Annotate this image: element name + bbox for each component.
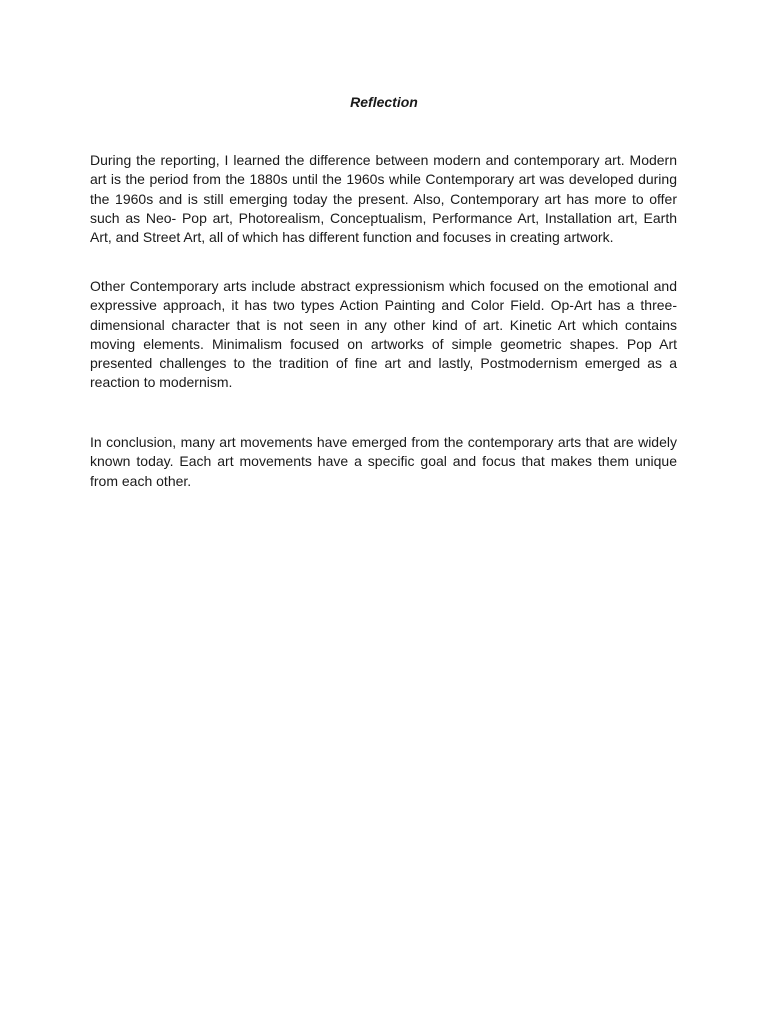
paragraph-conclusion: In conclusion, many art movements have emerged from the contemporary arts that are widely known today. Each art movements have a specific goal and focus that makes them unique from each other.: [90, 434, 677, 489]
paragraph-introduction: During the reporting, I learned the difference between modern and contemporary art. Modern art is the period from the 1880s until the 1960s while Contemporary art was developed during the 1960s and is still emerging today the present. Also, Contemporary art has more to offer such as Neo- Pop art, Photorealism, Conceptualism, Performance Art, Installation art, Earth Art, and Street Art, all of which has different function and focuses in creating artwork.: [90, 152, 677, 246]
document-title: Reflection: [350, 94, 418, 110]
paragraph-contemporary-arts: Other Contemporary arts include abstract expressionism which focused on the emotional and expressive approach, it has two types Action Painting and Color Field. Op-Art has a three-dimensional character that is not seen in any other kind of art. Kinetic Art which contains moving elements. Minimalism focused on artworks of simple geometric shapes. Pop Art presented challenges to the tradition of fine art and lastly, Postmodernism emerged as a reaction to modernism.: [90, 278, 677, 391]
